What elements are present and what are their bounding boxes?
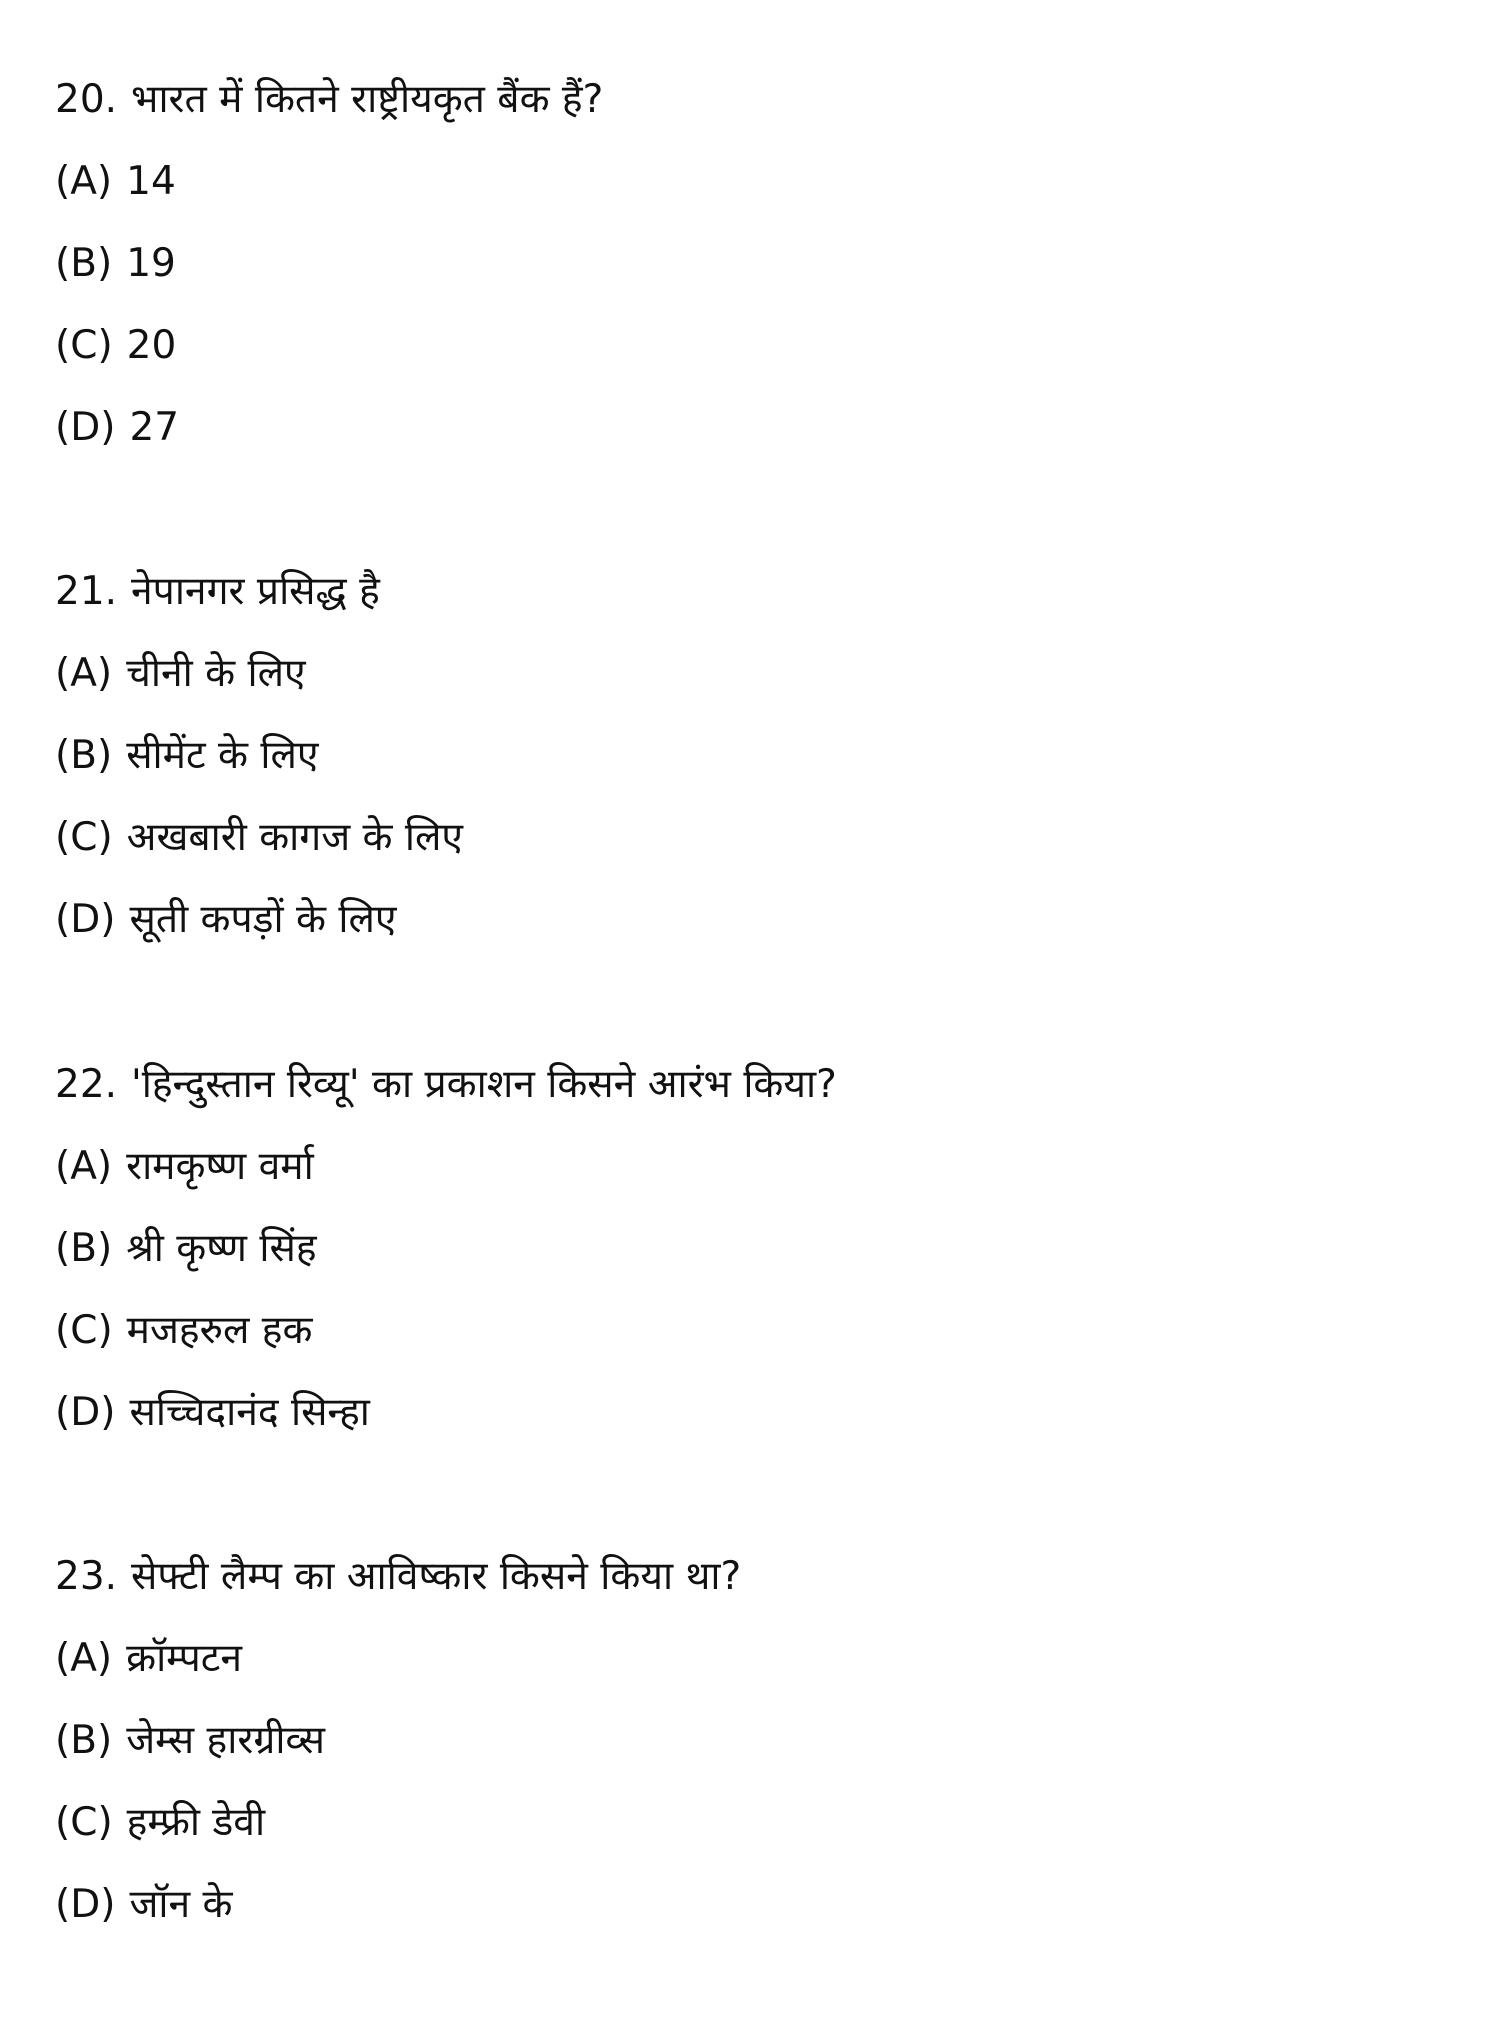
option-c xyxy=(55,1798,265,1848)
question-number: 22. xyxy=(55,1062,118,1107)
option-label: (C) xyxy=(55,1308,113,1353)
question-stem xyxy=(55,1552,741,1602)
option-label: (D) xyxy=(55,1882,116,1927)
option-c xyxy=(55,321,176,371)
option-d xyxy=(55,1880,233,1930)
option-label: (B) xyxy=(55,241,113,286)
option-a xyxy=(55,1634,242,1684)
option-label: (D) xyxy=(55,897,116,942)
question-text: भारत में कितने राष्ट्रीयकृत बैंक हैं? xyxy=(131,77,604,122)
option-text: सच्चिदानंद सिन्हा xyxy=(129,1390,370,1435)
option-d xyxy=(55,403,179,453)
option-d xyxy=(55,895,397,945)
option-label: (A) xyxy=(55,159,113,204)
option-text: 19 xyxy=(126,241,176,286)
question-text: नेपानगर प्रसिद्ध है xyxy=(131,569,380,614)
option-b xyxy=(55,1716,325,1766)
option-text: 14 xyxy=(126,159,176,204)
question-text: 'हिन्दुस्तान रिव्यू' का प्रकाशन किसने आरंभ किया? xyxy=(131,1062,837,1107)
option-a xyxy=(55,157,176,207)
option-text: मजहरुल हक xyxy=(126,1308,313,1353)
option-text: अखबारी कागज के लिए xyxy=(126,815,463,860)
option-label: (C) xyxy=(55,323,113,368)
question-stem xyxy=(55,75,603,125)
option-label: (A) xyxy=(55,1144,113,1189)
option-c xyxy=(55,1306,312,1356)
question-stem xyxy=(55,1060,837,1110)
option-text: जेम्स हारग्रीव्स xyxy=(126,1718,325,1763)
option-text: हम्फ्री डेवी xyxy=(126,1800,266,1845)
question-number: 23. xyxy=(55,1554,118,1599)
question-text: सेफ्टी लैम्प का आविष्कार किसने किया था? xyxy=(131,1554,742,1599)
option-label: (A) xyxy=(55,651,113,696)
option-label: (A) xyxy=(55,1636,113,1681)
question-number: 21. xyxy=(55,569,118,614)
option-c xyxy=(55,813,463,863)
option-b xyxy=(55,731,319,781)
option-text: सूती कपड़ों के लिए xyxy=(129,897,397,942)
option-text: श्री कृष्ण सिंह xyxy=(126,1226,317,1271)
option-label: (D) xyxy=(55,1390,116,1435)
option-label: (B) xyxy=(55,1718,113,1763)
option-label: (C) xyxy=(55,815,113,860)
option-text: 27 xyxy=(129,405,180,450)
option-label: (D) xyxy=(55,405,116,450)
option-a xyxy=(55,649,306,699)
question-number: 20. xyxy=(55,77,118,122)
option-b xyxy=(55,1224,317,1274)
option-label: (B) xyxy=(55,733,113,778)
option-label: (C) xyxy=(55,1800,113,1845)
option-text: 20 xyxy=(126,323,177,368)
option-text: जॉन के xyxy=(129,1882,233,1927)
option-text: चीनी के लिए xyxy=(126,651,306,696)
question-stem xyxy=(55,567,380,617)
option-text: क्रॉम्पटन xyxy=(126,1636,243,1681)
option-text: रामकृष्ण वर्मा xyxy=(126,1144,314,1189)
option-text: सीमेंट के लिए xyxy=(126,733,319,778)
option-d xyxy=(55,1388,370,1438)
option-a xyxy=(55,1142,314,1192)
option-b xyxy=(55,239,176,289)
option-label: (B) xyxy=(55,1226,113,1271)
